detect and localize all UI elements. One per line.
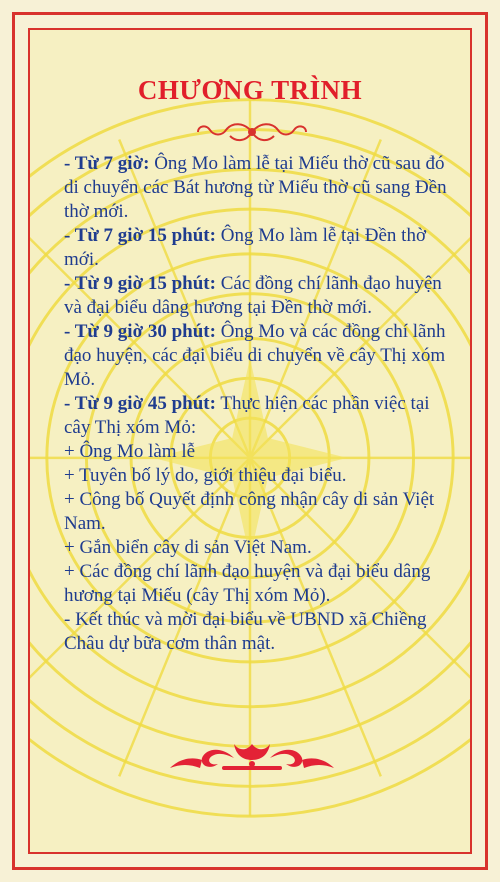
- list-item: [64, 392, 456, 440]
- item-text: Ông Mo và các đồng chí lãnh đạo huyện, các đại biểu di chuyển về cây Thị xóm Mỏ.: [64, 321, 446, 390]
- time-label: - Từ 9 giờ 15 phút:: [64, 273, 216, 294]
- list-item: [64, 272, 456, 320]
- item-text: Các đồng chí lãnh đạo huyện và đại biểu dâng hương tại Đền thờ mới.: [64, 273, 442, 318]
- sub-item: + Các đồng chí lãnh đạo huyện và đại biểu dâng hương tại Miếu (cây Thị xóm Mỏ).: [64, 561, 431, 606]
- time-label: - Từ 7 giờ 15 phút:: [64, 225, 216, 246]
- sub-item: + Tuyên bố lý do, giới thiệu đại biểu.: [64, 465, 347, 486]
- page-title: CHƯƠNG TRÌNH: [137, 75, 363, 105]
- list-item: [64, 152, 456, 224]
- item-text: Ông Mo làm lễ tại Miếu thờ cũ sau đó di chuyển các Bát hương từ Miếu thờ cũ sang Đền thờ mới.: [64, 153, 447, 222]
- time-label: - Từ 9 giờ 45 phút:: [64, 393, 216, 414]
- list-item: [64, 224, 456, 272]
- sub-item: + Ông Mo làm lễ: [64, 441, 196, 462]
- inner-border: [28, 28, 472, 854]
- item-text: Thực hiện các phần việc tại cây Thị xóm Mỏ:: [64, 393, 430, 438]
- time-label: - Từ 7 giờ:: [64, 153, 150, 174]
- closing-item: - Kết thúc và mời đại biểu về UBND xã Chiềng Châu dự bữa cơm thân mật.: [64, 609, 427, 654]
- ornament-top-icon: [196, 120, 308, 144]
- list-item: [64, 320, 456, 392]
- item-text: Ông Mo làm lễ tại Đền thờ mới.: [64, 225, 427, 270]
- sub-item: + Công bố Quyết định công nhận cây di sản Việt Nam.: [64, 489, 435, 534]
- program-list: [64, 152, 456, 656]
- ornament-bottom-icon: [162, 738, 342, 778]
- time-label: - Từ 9 giờ 30 phút:: [64, 321, 216, 342]
- sub-item: + Gắn biển cây di sản Việt Nam.: [64, 537, 312, 558]
